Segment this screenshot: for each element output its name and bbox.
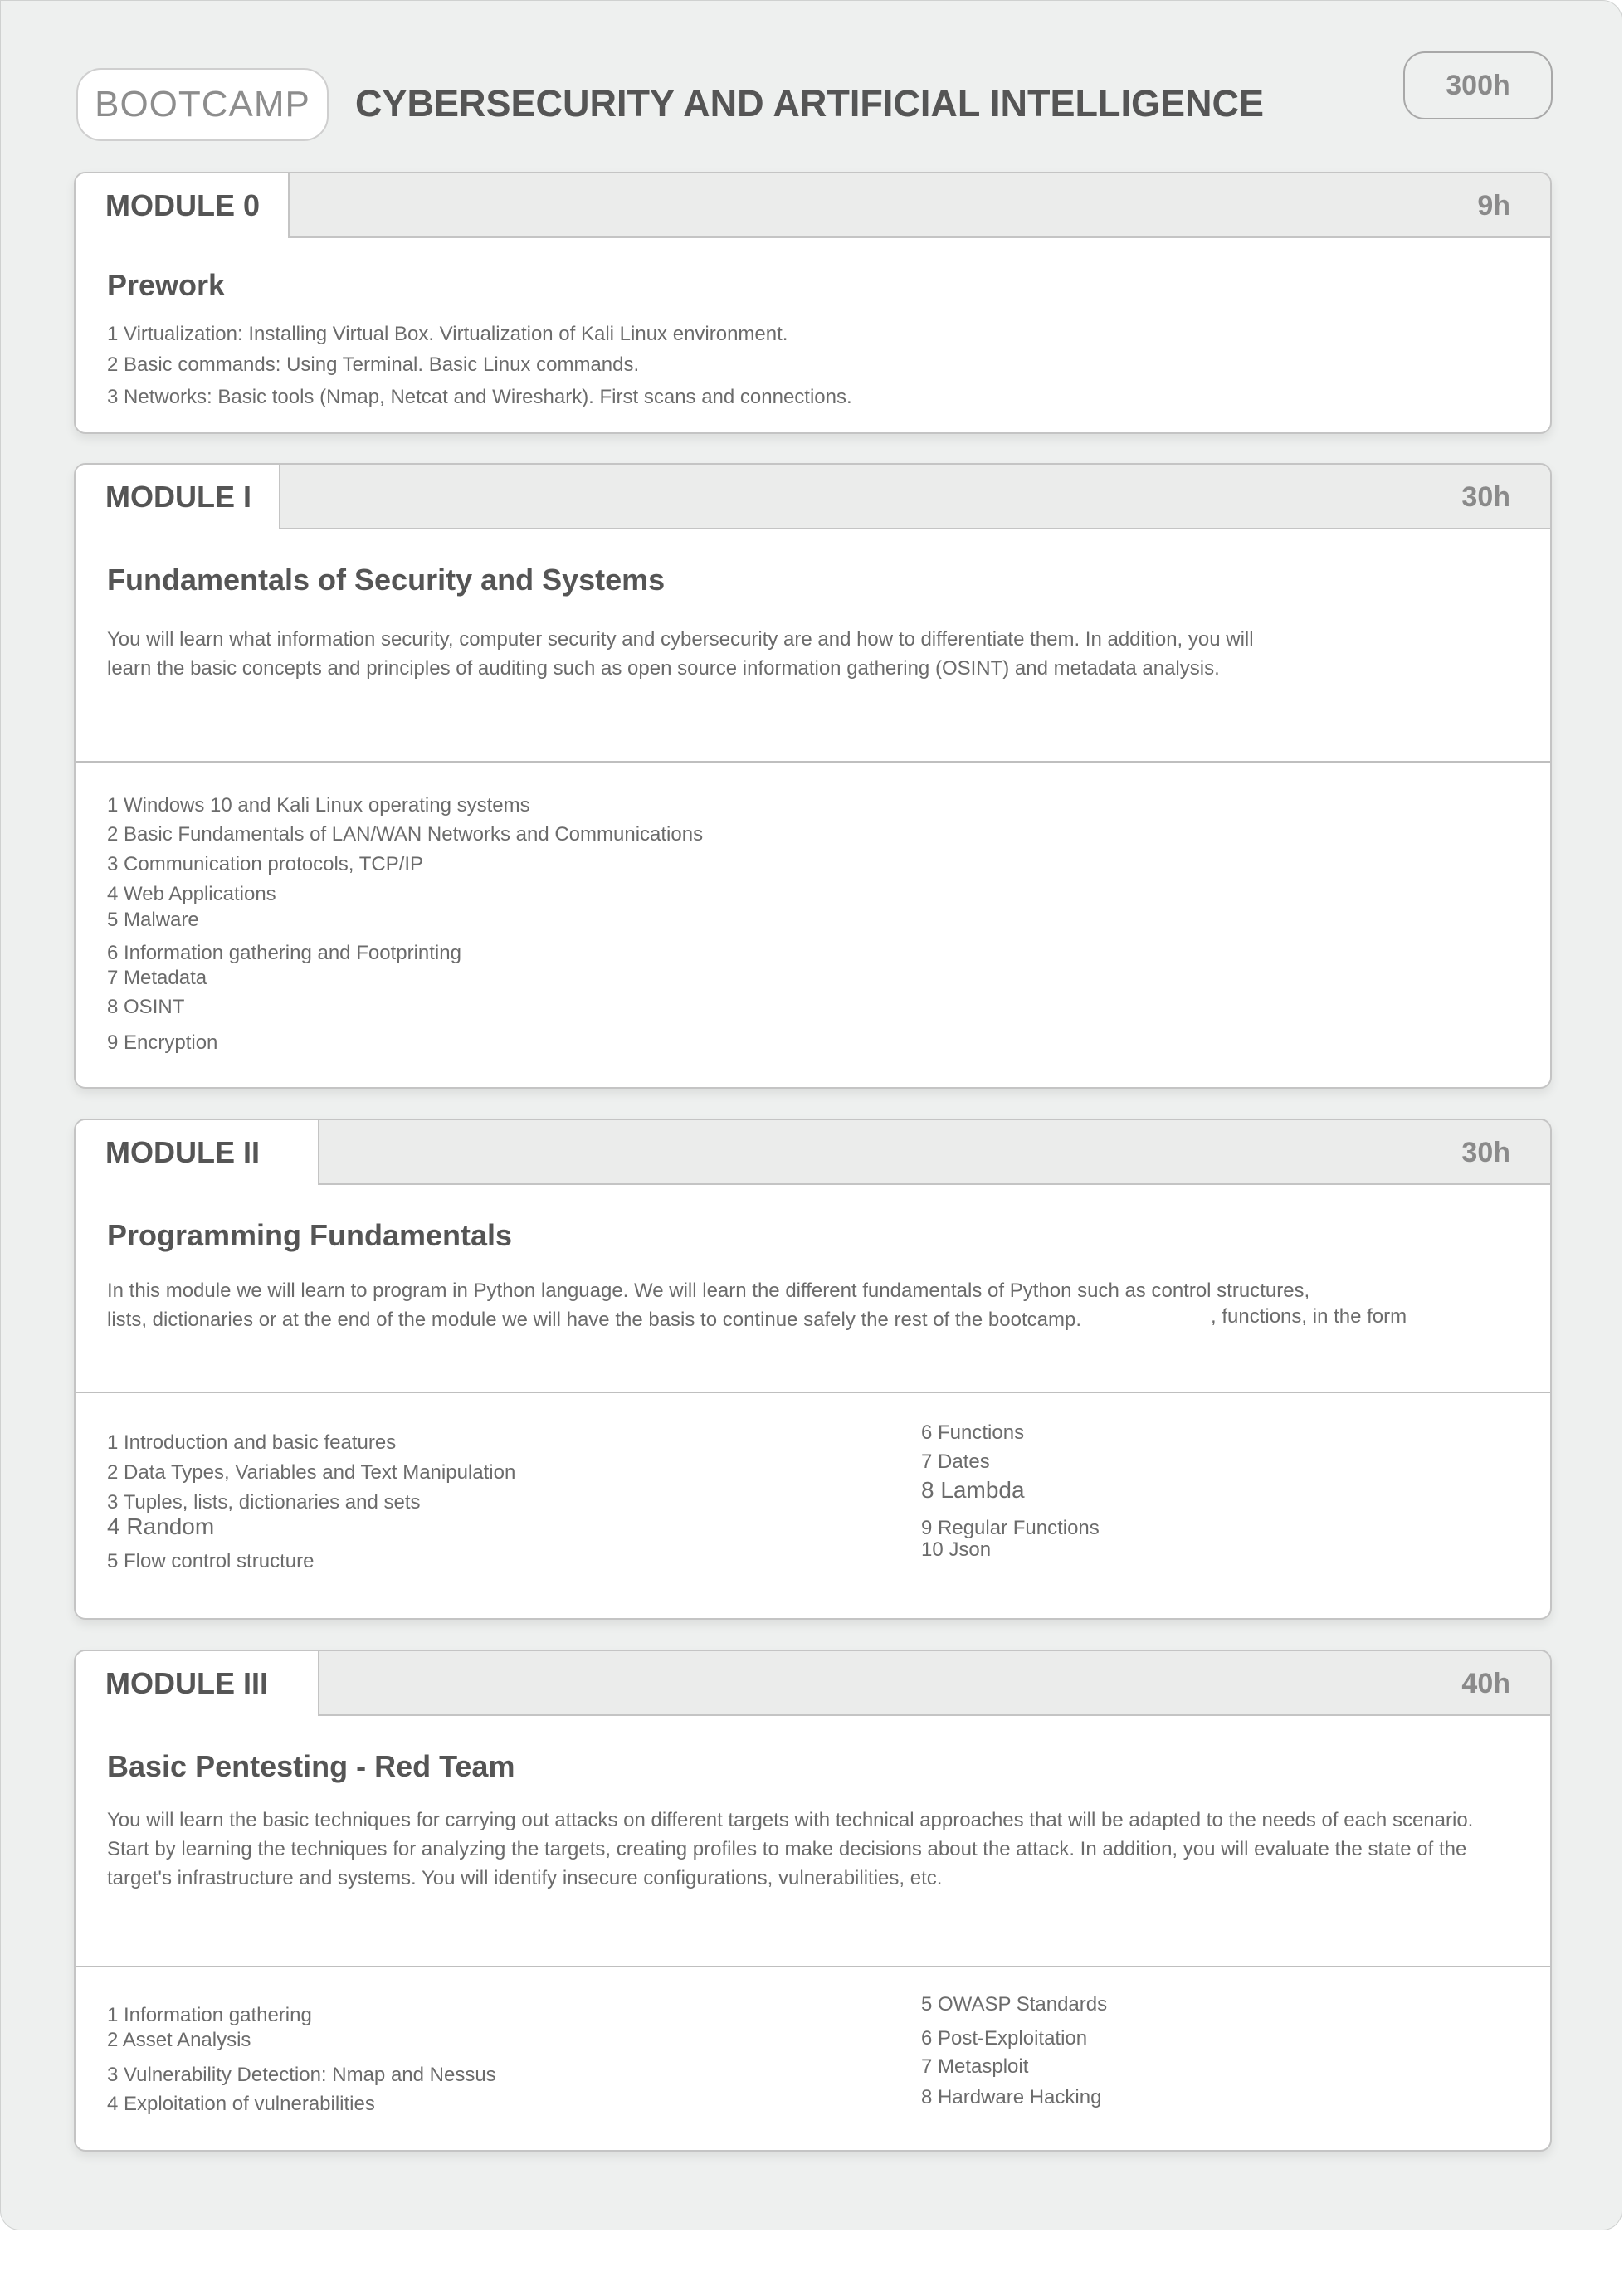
topic-item: 5 OWASP Standards: [921, 1993, 1108, 2016]
topic-item: 7 Metasploit: [921, 2055, 1029, 2078]
topic-item: 3 Networks: Basic tools (Nmap, Netcat and Wireshark). First scans and connections.: [107, 386, 852, 408]
topic-item: 2 Basic Fundamentals of LAN/WAN Networks and Communications: [107, 823, 704, 846]
module-tab: MODULE I: [76, 465, 280, 529]
description-line: In this module we will learn to program in Python language. We will learn the different fundamentals of Python such as control structures,: [107, 1280, 1310, 1302]
module-description: [107, 1276, 1309, 1334]
topic-item: 1 Introduction and basic features: [107, 1431, 397, 1454]
topic-item: 3 Tuples, lists, dictionaries and sets: [107, 1491, 421, 1514]
description-line: target's infrastructure and systems. You will identify insecure configurations, vulnerabilities, etc.: [107, 1867, 943, 1889]
module-hours: 30h: [1461, 481, 1510, 513]
topic-item: 2 Basic commands: Using Terminal. Basic Linux commands.: [107, 353, 640, 376]
topic-item: 6 Functions: [921, 1421, 1025, 1444]
bootcamp-badge: BOOTCAMP: [76, 68, 329, 141]
topic-item: 8 OSINT: [107, 996, 185, 1018]
topic-item: 6 Information gathering and Footprinting: [107, 942, 461, 964]
topic-item: 5 Flow control structure: [107, 1550, 315, 1572]
description-fragment: , functions, in the form: [1211, 1305, 1407, 1328]
module-tab: MODULE III: [76, 1651, 319, 1716]
section-divider: [76, 761, 1550, 763]
module-tab: MODULE 0: [76, 173, 290, 238]
module-title: Basic Pentesting - Red Team: [107, 1749, 515, 1783]
topic-item: 9 Regular Functions: [921, 1517, 1100, 1539]
description-line: You will learn what information security, computer security and cybersecurity are and how to differentiate them. In addition, you will: [107, 628, 1254, 651]
description-line: You will learn the basic techniques for carrying out attacks on different targets with technical approaches that will be adapted to the needs of each scenario.: [107, 1809, 1474, 1831]
topic-item: 4 Exploitation of vulnerabilities: [107, 2093, 375, 2115]
module-hours: 40h: [1461, 1668, 1510, 1699]
total-hours-badge: 300h: [1403, 51, 1553, 119]
topic-item: 4 Random: [107, 1514, 215, 1539]
section-divider: [76, 1392, 1550, 1393]
topic-item: 1 Virtualization: Installing Virtual Box. Virtualization of Kali Linux environment.: [107, 323, 788, 345]
topic-item: 1 Information gathering: [107, 2004, 312, 2026]
module-hours: 9h: [1477, 190, 1510, 222]
topic-item: 1 Windows 10 and Kali Linux operating systems: [107, 794, 530, 817]
topic-item: 3 Vulnerability Detection: Nmap and Nessus: [107, 2064, 496, 2086]
section-divider: [76, 1966, 1550, 1967]
module-description: [107, 1806, 1473, 1893]
module-hours: 30h: [1461, 1137, 1510, 1168]
topic-item: 4 Web Applications: [107, 883, 276, 905]
module-iii-card: [74, 1650, 1552, 2152]
topic-item: 7 Dates: [921, 1450, 990, 1473]
module-tab: MODULE II: [76, 1120, 319, 1185]
module-i-card: [74, 463, 1552, 1089]
topic-item: 8 Lambda: [921, 1477, 1025, 1503]
description-line: lists, dictionaries or at the end of the module we will have the basis to continue safely the rest of the bootcamp.: [107, 1309, 1081, 1331]
description-line: learn the basic concepts and principles of auditing such as open source information gathering (OSINT) and metadata analysis.: [107, 657, 1220, 680]
module-title: Prework: [107, 268, 226, 302]
topic-item: 8 Hardware Hacking: [921, 2086, 1102, 2108]
topic-item: 10 Json: [921, 1538, 992, 1561]
module-0-card: [74, 172, 1552, 434]
module-ii-card: [74, 1119, 1552, 1620]
page-title: CYBERSECURITY AND ARTIFICIAL INTELLIGENCE: [355, 82, 1265, 124]
topic-item: 3 Communication protocols, TCP/IP: [107, 853, 424, 875]
module-description: [107, 625, 1254, 683]
topic-item: 2 Data Types, Variables and Text Manipulation: [107, 1461, 516, 1484]
topic-item: 9 Encryption: [107, 1031, 218, 1054]
description-line: Start by learning the techniques for analyzing the targets, creating profiles to make decisions about the attack. In addition, you will evaluate the state of the: [107, 1838, 1467, 1860]
topic-item: 7 Metadata: [107, 967, 207, 989]
topic-item: 2 Asset Analysis: [107, 2029, 251, 2051]
module-header: [76, 173, 1550, 238]
module-header: [76, 465, 1550, 529]
topic-item: 5 Malware: [107, 909, 199, 931]
module-title: Fundamentals of Security and Systems: [107, 563, 666, 597]
module-title: Programming Fundamentals: [107, 1218, 513, 1252]
topic-item: 6 Post-Exploitation: [921, 2027, 1088, 2050]
